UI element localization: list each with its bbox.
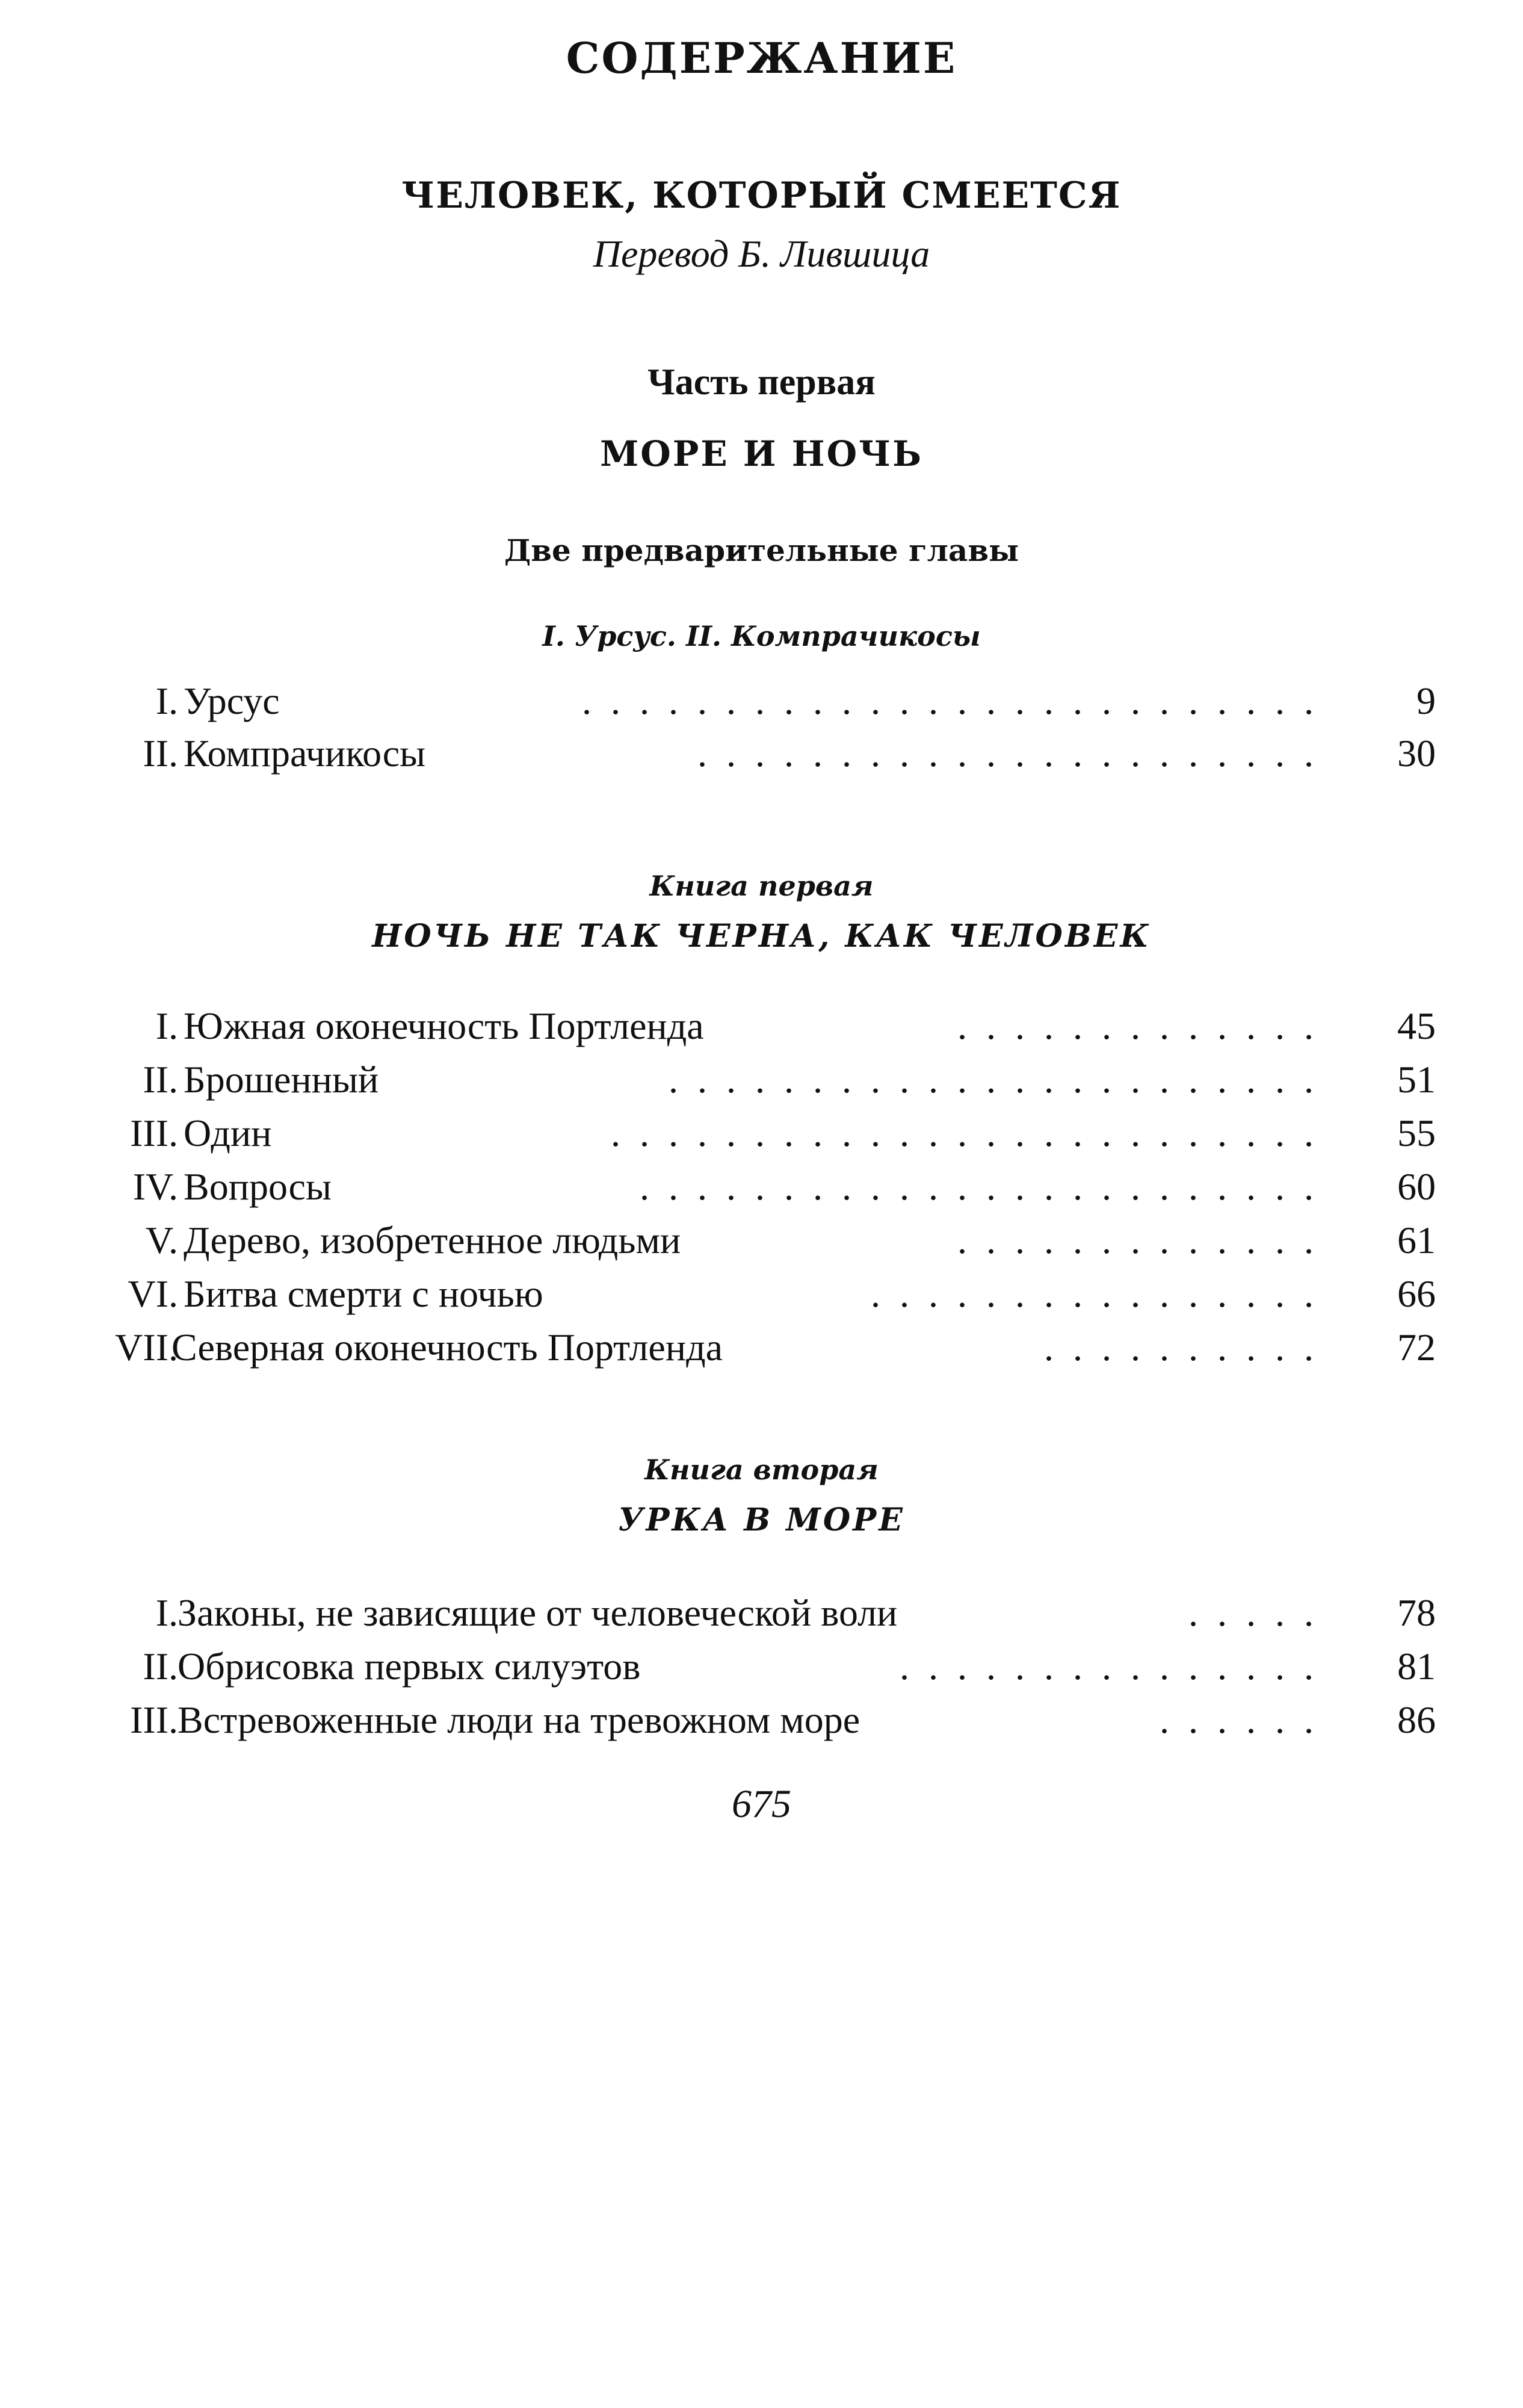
toc-entry[interactable] [0,1002,1523,1050]
chapter-title: Брошенный [184,1058,379,1101]
chapter-title: Битва смерти с ночью [184,1272,543,1315]
chapter-page: 66 [1397,1272,1436,1315]
preliminary-section-title: Две предварительные главы [504,533,1019,568]
chapter-title: Обрисовка первых силуэтов [178,1645,641,1688]
chapter-page: 60 [1397,1165,1436,1208]
preliminary-section-subtitle: I. Урсус. II. Компрачикосы [542,620,981,652]
dot-leader: . . . . . . . . . . . . . . . . . . . . . . . [669,1058,1318,1101]
dot-leader: . . . . . . . . . . . . . . . . . . . . . . [697,732,1318,775]
dot-leader: . . . . . . . . . . . . . . . . . . . . . . . . . [611,1112,1318,1154]
chapter-title: Вопросы [184,1165,332,1208]
chapter-number: II. [143,1058,178,1101]
chapter-number: I. [155,1591,178,1634]
chapter-number: I. [155,1004,178,1047]
book2-label: Книга вторая [644,1453,879,1486]
page-heading: СОДЕРЖАНИЕ [566,33,957,83]
chapter-number: VI. [128,1272,178,1315]
book2-title: УРКА В МОРЕ [618,1502,905,1538]
chapter-page: 51 [1397,1058,1436,1101]
chapter-page: 78 [1397,1591,1436,1634]
toc-entry[interactable] [0,729,1523,778]
part-label: Часть первая [647,362,876,403]
book1-label: Книга первая [649,870,874,902]
chapter-title: Урсус [184,679,280,722]
dot-leader: . . . . . . . . . . . . . . . . [871,1272,1318,1315]
toc-entry[interactable] [0,1589,1523,1637]
dot-leader: . . . . . . . . . . . . . . . . . . . . . . . . . . [582,679,1318,722]
toc-entry[interactable] [0,1696,1523,1744]
toc-entry[interactable] [0,1642,1523,1691]
page-number: 675 [732,1782,791,1826]
chapter-page: 72 [1397,1326,1436,1369]
chapter-title: Северная оконечность Портленда [171,1326,723,1369]
chapter-page: 9 [1416,679,1436,722]
toc-entry[interactable] [0,677,1523,725]
work-title: ЧЕЛОВЕК, КОТОРЫЙ СМЕЕТСЯ [401,175,1122,217]
chapter-page: 81 [1397,1645,1436,1688]
chapter-number: II. [143,1645,178,1688]
dot-leader: . . . . . . . . . . . . . [957,1004,1318,1047]
chapter-number: V. [146,1219,178,1261]
chapter-page: 55 [1397,1112,1436,1154]
chapter-title: Законы, не зависящие от человеческой воли [178,1591,898,1634]
chapter-title: Южная оконечность Портленда [184,1004,704,1047]
dot-leader: . . . . . . . . . . [1044,1326,1318,1369]
dot-leader: . . . . . . . . . . . . . [957,1219,1318,1261]
chapter-number: VII. [115,1326,178,1369]
toc-entry[interactable] [0,1216,1523,1264]
dot-leader: . . . . . . [1160,1698,1318,1741]
translator-credit: Перевод Б. Лившица [593,232,930,275]
part-title: МОРЕ И НОЧЬ [600,433,923,474]
chapter-page: 61 [1397,1219,1436,1261]
dot-leader: . . . . . [1188,1591,1318,1634]
dot-leader: . . . . . . . . . . . . . . . [900,1645,1318,1688]
chapter-page: 45 [1397,1004,1436,1047]
toc-entry[interactable] [0,1056,1523,1104]
chapter-number: III. [130,1112,178,1154]
chapter-number: III. [130,1698,178,1741]
chapter-number: I. [155,679,178,722]
chapter-page: 86 [1397,1698,1436,1741]
toc-entry[interactable] [0,1270,1523,1318]
toc-entry[interactable] [0,1163,1523,1211]
book1-title: НОЧЬ НЕ ТАК ЧЕРНА, КАК ЧЕЛОВЕК [372,918,1151,955]
toc-entry[interactable] [0,1323,1523,1372]
chapter-title: Один [184,1112,272,1154]
chapter-title: Дерево, изобретенное людьми [184,1219,681,1261]
chapter-title: Компрачикосы [184,732,426,775]
chapter-number: IV. [132,1165,178,1208]
chapter-number: II. [143,732,178,775]
dot-leader: . . . . . . . . . . . . . . . . . . . . . . . . [640,1165,1318,1208]
chapter-title: Встревоженные люди на тревожном море [178,1698,860,1741]
toc-entry[interactable] [0,1109,1523,1157]
chapter-page: 30 [1397,732,1436,775]
